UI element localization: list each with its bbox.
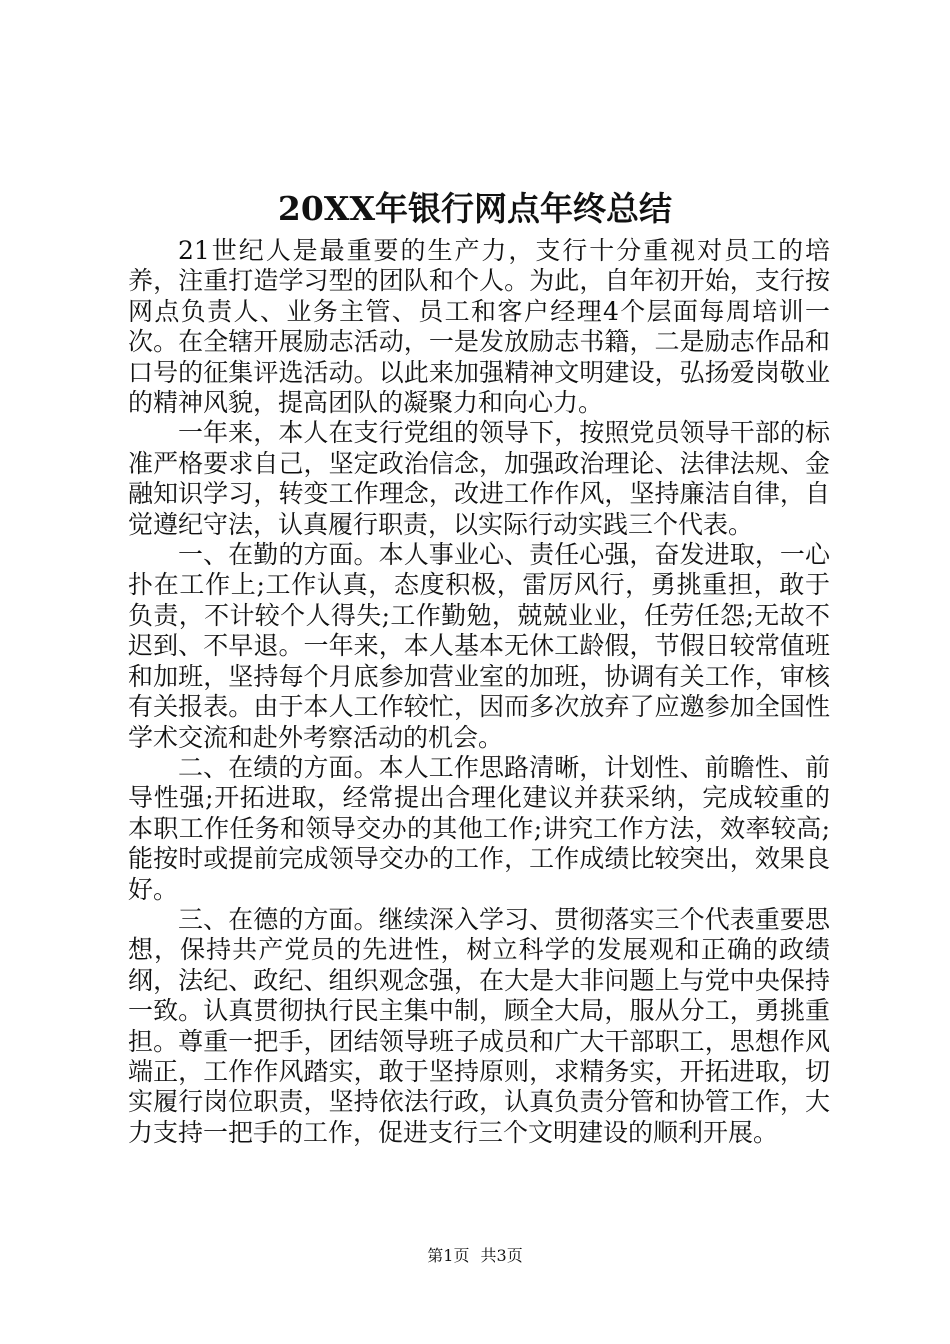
paragraph: 一、在勤的方面。本人事业心、责任心强，奋发进取，一心扑在工作上;工作认真，态度积极，雷厉风行，勇挑重担，敢于负责，不计较个人得失;工作勤勉，兢兢业业，任劳任怨;无故不迟到、不早退。一年来，本人基本无休工龄假，节假日较常值班和加班，坚持每个月底参加营业室的加班，协调有关工作，审核有关报表。由于本人工作较忙，因而多次放弃了应邀参加全国性学术交流和赴外考察活动的机会。 (128, 540, 830, 752)
paragraph: 一年来，本人在支行党组的领导下，按照党员领导干部的标准严格要求自己，坚定政治信念，加强政治理论、法律法规、金融知识学习，转变工作理念，改进工作作风，坚持廉洁自律，自觉遵纪守法，认真履行职责，以实际行动实践三个代表。 (128, 418, 830, 539)
page-footer (0, 1245, 950, 1267)
page-total: 共3页 (480, 1246, 523, 1265)
paragraph: 二、在绩的方面。本人工作思路清晰，计划性、前瞻性、前导性强;开拓进取，经常提出合理化建议并获采纳，完成较重的本职工作任务和领导交办的其他工作;讲究工作方法，效率较高;能按时或提前完成领导交办的工作，工作成绩比较突出，效果良好。 (128, 752, 830, 904)
page-number: 第1页 (427, 1246, 470, 1265)
paragraph: 21世纪人是最重要的生产力，支行十分重视对员工的培养，注重打造学习型的团队和个人。为此，自年初开始，支行按网点负责人、业务主管、员工和客户经理4个层面每周培训一次。在全辖开展励志活动，一是发放励志书籍，二是励志作品和口号的征集评选活动。以此来加强精神文明建设，弘扬爱岗敬业的精神风貌，提高团队的凝聚力和向心力。 (128, 236, 830, 418)
paragraph: 三、在德的方面。继续深入学习、贯彻落实三个代表重要思想，保持共产党员的先进性，树立科学的发展观和正确的政绩纲，法纪、政纪、组织观念强，在大是大非问题上与党中央保持一致。认真贯彻执行民主集中制，顾全大局，服从分工，勇挑重担。尊重一把手，团结领导班子成员和广大干部职工，思想作风端正，工作作风踏实，敢于坚持原则，求精务实，开拓进取，切实履行岗位职责，坚持依法行政，认真负责分管和协管工作，大力支持一把手的工作，促进支行三个文明建设的顺利开展。 (128, 904, 830, 1147)
document-body (128, 236, 830, 1148)
document-title: 20XX年银行网点年终总结 (277, 189, 673, 228)
